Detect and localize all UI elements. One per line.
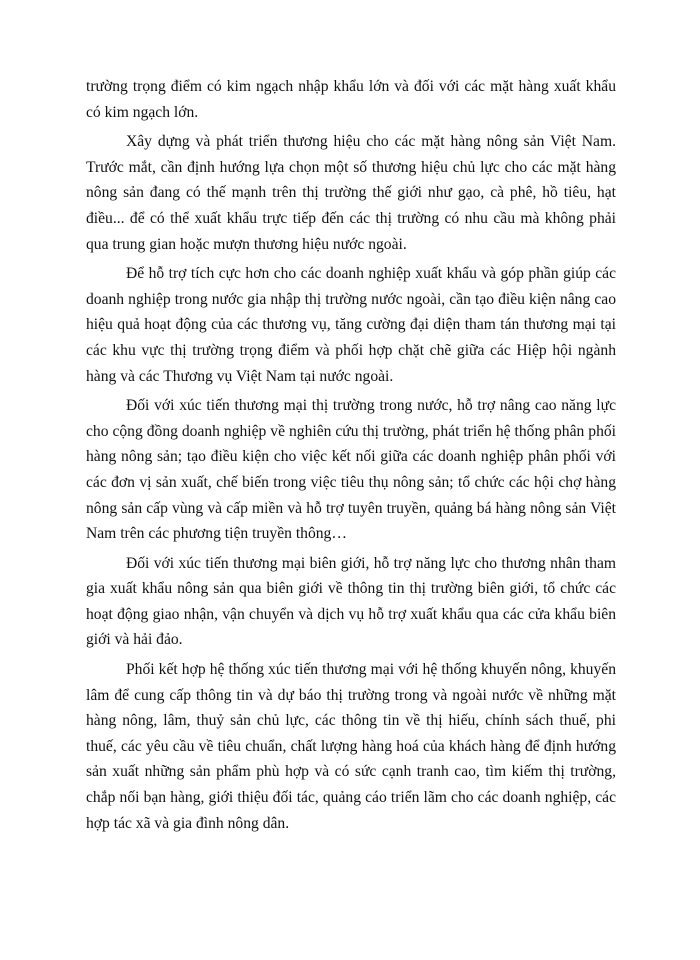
paragraph-brand-building: Xây dựng và phát triển thương hiệu cho các mặt hàng nông sản Việt Nam. Trước mắt, cần định hướng lựa chọn một số thương hiệu chủ lực cho các mặt hàng nông sản đang có thế mạnh trên thị trường thế giới như gạo, cà phê, hồ tiêu, hạt điều... để có thể xuất khẩu trực tiếp đến các thị trường có nhu cầu mà không phải qua trung gian hoặc mượn thương hiệu nước ngoài. <box>86 133 616 253</box>
document-page <box>86 74 616 836</box>
paragraph-continuation: trường trọng điểm có kim ngạch nhập khẩu lớn và đối với các mặt hàng xuất khẩu có kim ngạch lớn. <box>86 78 616 121</box>
paragraph-coordination: Phối kết hợp hệ thống xúc tiến thương mại với hệ thống khuyến nông, khuyến lâm để cung cấp thông tin và dự báo thị trường trong và ngoài nước về những mặt hàng nông, lâm, thuỷ sản chủ lực, các thông tin về thị hiếu, chính sách thuế, phi thuế, các yêu cầu về tiêu chuẩn, chất lượng hàng hoá của khách hàng để định hướng sản xuất những sản phẩm phù hợp và có sức cạnh tranh cao, tìm kiếm thị trường, chắp nối bạn hàng, giới thiệu đối tác, quảng cáo triển lãm cho các doanh nghiệp, các hợp tác xã và gia đình nông dân. <box>86 661 616 832</box>
paragraph-domestic-trade-promotion: Đối với xúc tiến thương mại thị trường trong nước, hỗ trợ nâng cao năng lực cho cộng đồng doanh nghiệp về nghiên cứu thị trường, phát triển hệ thống phân phối hàng nông sản; tạo điều kiện cho việc kết nối giữa các doanh nghiệp phân phối với các đơn vị sản xuất, chế biến trong việc tiêu thụ nông sản; tổ chức các hội chợ hàng nông sản cấp vùng và cấp miền và hỗ trợ tuyên truyền, quảng bá hàng nông sản Việt Nam trên các phương tiện truyền thông… <box>86 397 616 543</box>
paragraph-border-trade-promotion: Đối với xúc tiến thương mại biên giới, hỗ trợ năng lực cho thương nhân tham gia xuất khẩu nông sản qua biên giới về thông tin thị trường biên giới, tổ chức các hoạt động giao nhận, vận chuyển và dịch vụ hỗ trợ xuất khẩu qua các cửa khẩu biên giới và hải đảo. <box>86 554 616 649</box>
paragraph-export-support: Để hỗ trợ tích cực hơn cho các doanh nghiệp xuất khẩu và góp phần giúp các doanh nghiệp trong nước gia nhập thị trường nước ngoài, cần tạo điều kiện nâng cao hiệu quả hoạt động của các thương vụ, tăng cường đại diện tham tán thương mại tại các khu vực thị trường trọng điểm và phối hợp chặt chẽ giữa các Hiệp hội ngành hàng và các Thương vụ Việt Nam tại nước ngoài. <box>86 265 616 385</box>
